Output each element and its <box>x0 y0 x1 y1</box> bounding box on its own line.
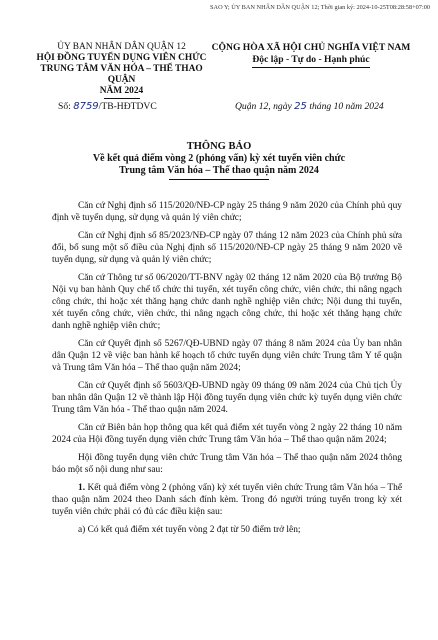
header-right-underline <box>252 67 370 68</box>
item-1-number: 1. <box>78 483 86 493</box>
title-subject-line1: Về kết quả điểm vòng 2 (phỏng vấn) kỳ xét tuyển viên chức <box>92 153 346 164</box>
issue-date <box>235 101 384 112</box>
header-left-underline <box>104 98 140 99</box>
agency-name: ỦY BAN NHÂN DÂN QUẬN 12 <box>57 42 186 52</box>
document-title <box>0 141 438 180</box>
national-motto: Độc lập - Tự do - Hạnh phúc <box>252 54 370 65</box>
paragraph: Hội đồng tuyển dụng viên chức Trung tâm Văn hóa – Thể thao quận năm 2024 thông báo một số nội dung như sau: <box>52 453 402 475</box>
council-year: NĂM 2024 <box>99 86 144 96</box>
doc-number-suffix: /TB-HĐTDVC <box>98 101 157 112</box>
national-header <box>208 42 414 68</box>
date-day-handwritten: 25 <box>294 101 307 112</box>
paragraph: Căn cứ Nghị định số 85/2023/NĐ-CP ngày 07 tháng 12 năm 2023 của Chính phủ sửa đổi, bổ sung một số điều của Nghị định số 115/2020/NĐ-CP ngày 25 tháng 9 năm 2020 về tuyển dụng, sử dụng và quản lý viên chức; <box>52 231 402 265</box>
title-heading: THÔNG BÁO <box>186 141 252 152</box>
paragraph: Căn cứ Biên bản họp thông qua kết quả điểm xét tuyển vòng 2 ngày 22 tháng 10 năm 2024 của Hội đồng tuyển dụng viên chức Trung tâm Văn hóa – Thể thao quận năm 2024; <box>52 423 402 445</box>
paragraph: Căn cứ Quyết định số 5267/QĐ-UBND ngày 07 tháng 8 năm 2024 của Ủy ban nhân dân Quận 12 về việc ban hành kế hoạch tổ chức tuyển dụng viên chức Trung tâm Y tế quận và Trung tâm Văn hóa – Thể thao quận năm 2024; <box>52 339 402 373</box>
document-number <box>58 101 157 112</box>
nation-name: CỘNG HÒA XÃ HỘI CHỦ NGHĨA VIỆT NAM <box>211 42 411 53</box>
item-1a: a) Có kết quả điểm xét tuyển vòng 2 đạt từ 50 điểm trở lên; <box>78 525 301 535</box>
title-subject-line2: Trung tâm Văn hóa – Thể thao quận năm 2024 <box>119 165 319 176</box>
issuing-agency-header <box>34 42 209 99</box>
document-body <box>52 200 402 542</box>
date-suffix: tháng 10 năm 2024 <box>309 101 384 112</box>
center-name: TRUNG TÂM VĂN HÓA – THỂ THAO QUẬN <box>40 64 203 85</box>
date-prefix: Quận 12, ngày <box>235 101 292 112</box>
paragraph: Căn cứ Nghị định số 115/2020/NĐ-CP ngày 25 tháng 9 năm 2020 của Chính phủ quy định về tuyển dụng, sử dụng và quản lý viên chức; <box>52 201 402 223</box>
title-underline <box>169 179 269 180</box>
item-1-text: Kết quả điểm vòng 2 (phỏng vấn) kỳ xét tuyển viên chức Trung tâm Văn hóa – Thể thao quận năm 2024 theo Danh sách đính kèm. Trong đó người trúng tuyển trong kỳ xét tuyển viên chức phải có đủ các điều kiện sau: <box>52 483 402 517</box>
paragraph: Căn cứ Thông tư số 06/2020/TT-BNV ngày 02 tháng 12 năm 2020 của Bộ trưởng Bộ Nội vụ ban hành Quy chế tổ chức thi tuyển, xét tuyển công chức, viên chức, thi nâng ngạch công chức, thi hoặc xét thăng hạng chức danh nghề nghiệp viên chức; Nội dung thi tuyển, xét tuyển công chức, viên chức, thi nâng ngạch công chức, thi hoặc xét thăng hạng chức danh nghề nghiệp viên chức; <box>52 273 402 331</box>
item-1 <box>52 482 402 518</box>
digital-signature-stamp: SAO Y; ỦY BAN NHÂN DÂN QUẬN 12; Thời gian ký: 2024-10-25T08:28:58+07:00 <box>210 4 430 11</box>
doc-number-prefix: Số: <box>58 101 71 112</box>
paragraph: Căn cứ Quyết định số 5603/QĐ-UBND ngày 09 tháng 09 năm 2024 của Chủ tịch Ủy ban nhân dân Quận 12 về thành lập Hội đồng tuyển dụng viên chức kỳ tuyển dụng viên chức Trung tâm Văn hóa - Thể thao quận năm 2024. <box>52 381 402 415</box>
doc-number-handwritten: 8759 <box>73 101 99 112</box>
council-name: HỘI ĐỒNG TUYỂN DỤNG VIÊN CHỨC <box>36 53 207 63</box>
